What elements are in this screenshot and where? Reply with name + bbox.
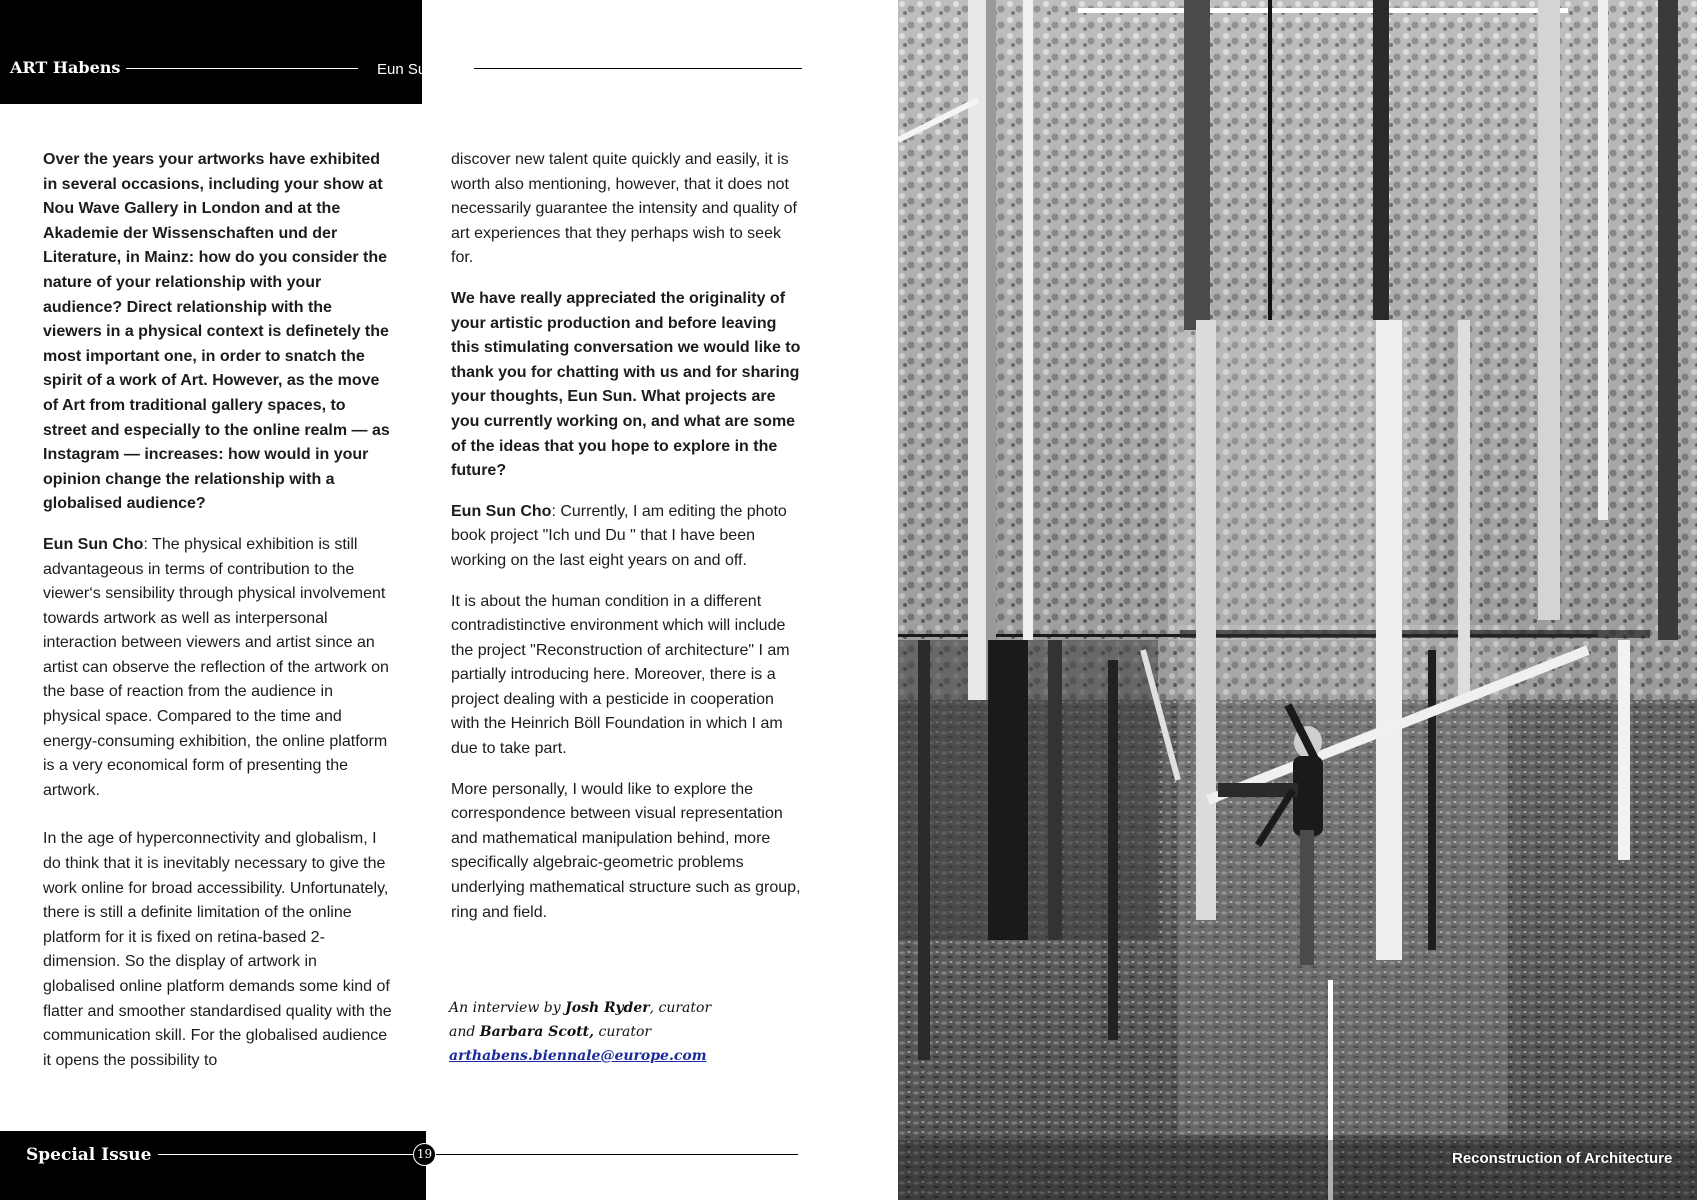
speaker-name: Eun Sun Cho (451, 502, 552, 520)
interview-question: Over the years your artworks have exhibited in several occasions, including your show at Nou Wave Gallery in London and at the Akademie der Wissenschaften und der Literature, in Mainz: how do you consider the nature of your relationship with your audience? Direct relationship with the viewers in a physical context is definetely the most important one, in order to snatch the spirit of a work of Art. However, as the move of Art from traditional gallery spaces, to street and especially to the online realm — as Instagram — increases: how would in your opinion change the relationship with a globalised audience? (43, 151, 390, 513)
footer-label: Special Issue (26, 1145, 152, 1165)
header-band (0, 0, 422, 104)
interview-answer (43, 533, 393, 804)
credit-line (449, 996, 809, 1020)
credit-text: , curator (649, 1000, 712, 1016)
email-link[interactable]: arthabens.biennale@europe.com (449, 1048, 707, 1064)
speaker-name: Eun Sun Cho (43, 535, 144, 553)
curator-name: Josh Ryder (565, 1000, 650, 1016)
credit-line (449, 1020, 809, 1044)
interview-answer (451, 500, 806, 574)
left-column (43, 148, 393, 1089)
right-column (451, 148, 806, 941)
author-name: Eun Sun Cho (377, 61, 467, 78)
header-rule (474, 68, 802, 69)
curator-name: Barbara Scott, (479, 1024, 595, 1040)
credit-text: and (449, 1024, 480, 1040)
interview-answer: More personally, I would like to explore the correspondence between visual representation and mathematical manipulation behind, more specifically algebraic-geometric problems underlying mathematical structure such as group, ring and field. (451, 780, 801, 921)
photo-caption: Reconstruction of Architecture (1452, 1150, 1673, 1167)
credit-text: curator (594, 1024, 652, 1040)
interview-answer: discover new talent quite quickly and easily, it is worth also mentioning, however, that it does not necessarily guarantee the intensity and quality of art experiences that they perhaps wish to seek for. (451, 151, 797, 267)
magazine-title: ART Habens (10, 58, 121, 77)
footer-rule (436, 1154, 798, 1155)
photo-collage (898, 0, 1697, 1200)
answer-text: : Currently, I am editing the photo book project "Ich und Du " that I have been working on the last eight years on and off. (451, 502, 787, 569)
forest-photo-icon (898, 0, 1697, 1200)
interview-credits (449, 996, 809, 1068)
interview-question: We have really appreciated the originality of your artistic production and before leaving this stimulating conversation we would like to thank you for chatting with us and for sharing your thoughts, Eun Sun. What projects are you currently working on, and what are some of the ideas that you hope to explore in the future? (451, 289, 801, 480)
interview-answer: It is about the human condition in a different contradistinctive environment which will include the project "Reconstruction of architecture" I am partially introducing here. Moreover, there is a project dealing with a pesticide in cooperation with the Heinrich Böll Foundation in which I am due to take part. (451, 592, 790, 758)
header-rule (126, 68, 358, 69)
page-number: 19 (413, 1143, 436, 1166)
footer-rule (158, 1154, 414, 1155)
credit-text: An interview by (449, 1000, 566, 1016)
answer-text: : The physical exhibition is still advantageous in terms of contribution to the viewer‘s sensibility through physical involvement towards artwork as well as interpersonal interaction between viewers and artist since an artist can observe the reflection of the artwork on the base of reaction from the audience in physical space. Compared to the time and energy-consuming exhibition, the online platform is a very economical form of presenting the artwork. (43, 535, 389, 799)
interview-answer: In the age of hyperconnectivity and globalism, I do think that it is inevitably necessary to give the work online for broad accessibility. Unfortunately, there is still a definite limitation of the online platform for it is fixed on retina-based 2-dimension. So the display of artwork in globalised online platform demands some kind of flatter and smoother standardised quality with the communication skill. For the globalised audience it opens the possibility to (43, 830, 392, 1069)
footer-band (0, 1131, 426, 1200)
